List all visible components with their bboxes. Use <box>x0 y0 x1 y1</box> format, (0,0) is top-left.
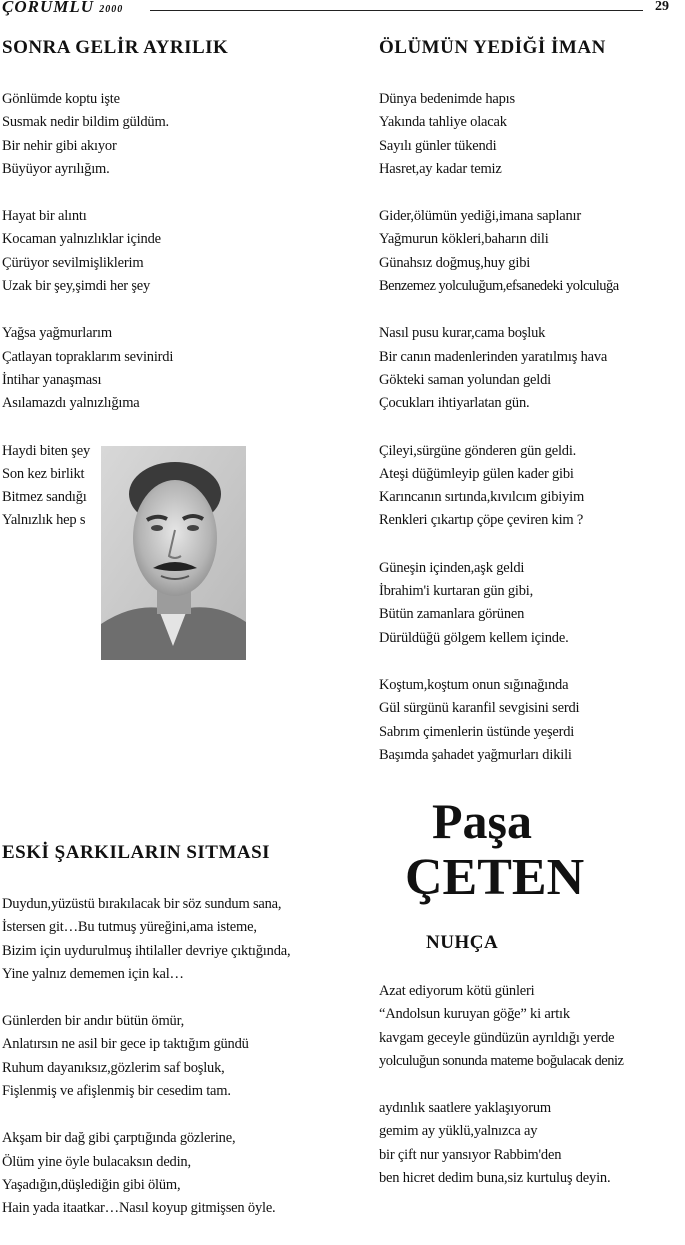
poem-line: Bitmez sandığı <box>2 489 87 506</box>
poem-line: gemim ay yüklü,yalnızca ay <box>379 1123 538 1140</box>
poem-line: Güneşin içinden,aşk geldi <box>379 559 525 576</box>
stanza <box>379 980 623 1073</box>
poem-line: Nasıl pusu kurar,cama boşluk <box>379 325 546 342</box>
poem-title-olumun: ÖLÜMÜN YEDİĞİ İMAN <box>379 37 606 58</box>
poem-line: Bir canın madenlerinden yaratılmış hava <box>379 348 608 365</box>
portrait-illustration <box>101 446 246 660</box>
stanza <box>379 557 619 650</box>
poem-line: Anlatırsın ne asil bir gece ip taktığım gündü <box>2 1036 249 1053</box>
stanza <box>379 88 619 181</box>
poem-line: Hayat bir alıntı <box>2 208 87 225</box>
poem-line: Çatlayan topraklarım sevinirdi <box>2 348 174 365</box>
poem-line: Hain yada itaatkar…Nasıl koyup gitmişsen öyle. <box>2 1200 276 1217</box>
poem-line: Büyüyor ayrılığım. <box>2 160 110 177</box>
poem-line: Karıncanın sırtında,kıvılcım gibiyim <box>379 489 585 506</box>
poem-line: Hasret,ay kadar temiz <box>379 160 502 177</box>
poem-line: Ateşi düğümleyip gülen kader gibi <box>379 465 574 482</box>
poem-line: Başımda şahadet yağmurları dikili <box>379 746 572 763</box>
poem-line: Son kez birlikt <box>2 465 85 482</box>
poem-line: Ruhum dayanıksız,gözlerim saf boşluk, <box>2 1059 225 1076</box>
header-rule <box>150 10 643 11</box>
poem-line: Yaşadığın,düşlediğin gibi ölüm, <box>2 1176 181 1193</box>
stanza <box>379 1097 623 1190</box>
poem-line: bir çift nur yansıyor Rabbim'den <box>379 1146 562 1163</box>
stanza <box>2 205 173 298</box>
poem-body-olumun <box>379 88 619 791</box>
stanza <box>379 440 619 533</box>
poem-line: Kocaman yalnızlıklar içinde <box>2 231 161 248</box>
poem-line: Gökteki saman yolundan geldi <box>379 371 551 388</box>
poem-line: Azat ediyorum kötü günleri <box>379 983 535 999</box>
poem-line: İbrahim'i kurtaran gün gibi, <box>379 583 534 600</box>
poem-line: Çocukları ihtiyarlatan gün. <box>379 395 530 412</box>
poem-body-nuhca <box>379 980 623 1214</box>
page-header <box>0 0 685 16</box>
magazine-name: ÇORUMLU <box>2 0 95 16</box>
poem-line: İntihar yanaşması <box>2 371 102 388</box>
poem-line: Günlerden bir andır bütün ömür, <box>2 1013 185 1030</box>
stanza <box>379 322 619 415</box>
poem-title-eski: ESKİ ŞARKILARIN SITMASI <box>2 842 271 863</box>
poem-line: Sayılı günler tükendi <box>379 137 497 154</box>
poem-line: yolculuğun sonunda mateme boğulacak deniz <box>379 1052 624 1069</box>
author-last-name: ÇETEN <box>405 849 585 906</box>
author-photo <box>101 446 246 660</box>
stanza <box>379 205 619 298</box>
poem-line: ben hicret dedim buna,siz kurtuluş deyin. <box>379 1170 611 1187</box>
magazine-year: 2000 <box>99 4 124 15</box>
poem-line: Gül sürgünü karanfil sevgisini serdi <box>379 700 580 717</box>
poem-line: Bizim için uydurulmuş ihtilaller devriye çıktığında, <box>2 942 291 959</box>
poem-title-nuhca: NUHÇA <box>426 932 499 953</box>
poem-line: Koştum,koştum onun sığınağında <box>379 676 569 693</box>
poem-line: Haydi biten şey <box>2 442 91 459</box>
stanza <box>379 674 619 767</box>
poem-line: Çürüyor sevilmişliklerim <box>2 254 144 271</box>
stanza <box>2 893 290 986</box>
page-number: 29 <box>655 0 669 14</box>
poem-line: Günahsız doğmuş,huy gibi <box>379 254 531 271</box>
poem-line: Akşam bir dağ gibi çarptığında gözlerine, <box>2 1130 236 1147</box>
stanza <box>2 322 173 415</box>
poem-line: Bütün zamanlara görünen <box>379 606 525 623</box>
poem-line: Dünya bedenimde hapıs <box>379 91 515 107</box>
poem-line: Yakında tahliye olacak <box>379 114 507 131</box>
poem-line: Dürüldüğü gölgem kellem içinde. <box>379 629 569 646</box>
poem-line: İstersen git…Bu tutmuş yüreğini,ama isteme, <box>2 919 257 936</box>
author-first-name: Paşa <box>432 793 532 849</box>
poem-line: Fişlenmiş ve afişlenmiş bir cesedim tam. <box>2 1083 231 1100</box>
poem-line: Duydun,yüzüstü bırakılacak bir söz sundum sana, <box>2 896 282 912</box>
poem-line: Susmak nedir bildim güldüm. <box>2 114 169 131</box>
poem-line: Renkleri çıkartıp çöpe çeviren kim ? <box>379 512 584 529</box>
poem-body-eski <box>2 893 290 1245</box>
poem-line: Gönlümde koptu işte <box>2 91 120 107</box>
stanza <box>2 88 173 181</box>
stanza <box>2 1010 290 1103</box>
poem-line: Benzemez yolculuğum,efsanedeki yolculuğa <box>379 278 619 295</box>
poem-line: Yalnızlık hep s <box>2 512 86 529</box>
poem-line: Yağmurun kökleri,baharın dili <box>379 231 549 248</box>
magazine-masthead <box>2 0 123 17</box>
poem-line: Çileyi,sürgüne gönderen gün geldi. <box>379 442 577 459</box>
poem-line: Bir nehir gibi akıyor <box>2 137 117 154</box>
poem-title-sonra: SONRA GELİR AYRILIK <box>2 37 229 58</box>
poem-line: Sabrım çimenlerin üstünde yeşerdi <box>379 723 575 740</box>
poem-line: Gider,ölümün yediği,imana saplanır <box>379 208 582 225</box>
poem-line: kavgam geceyle gündüzün ayrıldığı yerde <box>379 1029 615 1046</box>
poem-line: Asılamazdı yalnızlığıma <box>2 395 140 412</box>
poem-line: Ölüm yine öyle bulacaksın dedin, <box>2 1153 191 1170</box>
stanza <box>2 1127 290 1220</box>
poem-line: aydınlık saatlere yaklaşıyorum <box>379 1100 551 1117</box>
poem-line: Yine yalnız dememen için kal… <box>2 965 184 982</box>
poem-line: “Andolsun kuruyan göğe” ki artık <box>379 1006 570 1023</box>
poem-line: Uzak bir şey,şimdi her şey <box>2 278 151 295</box>
poem-line: Yağsa yağmurlarım <box>2 325 112 342</box>
